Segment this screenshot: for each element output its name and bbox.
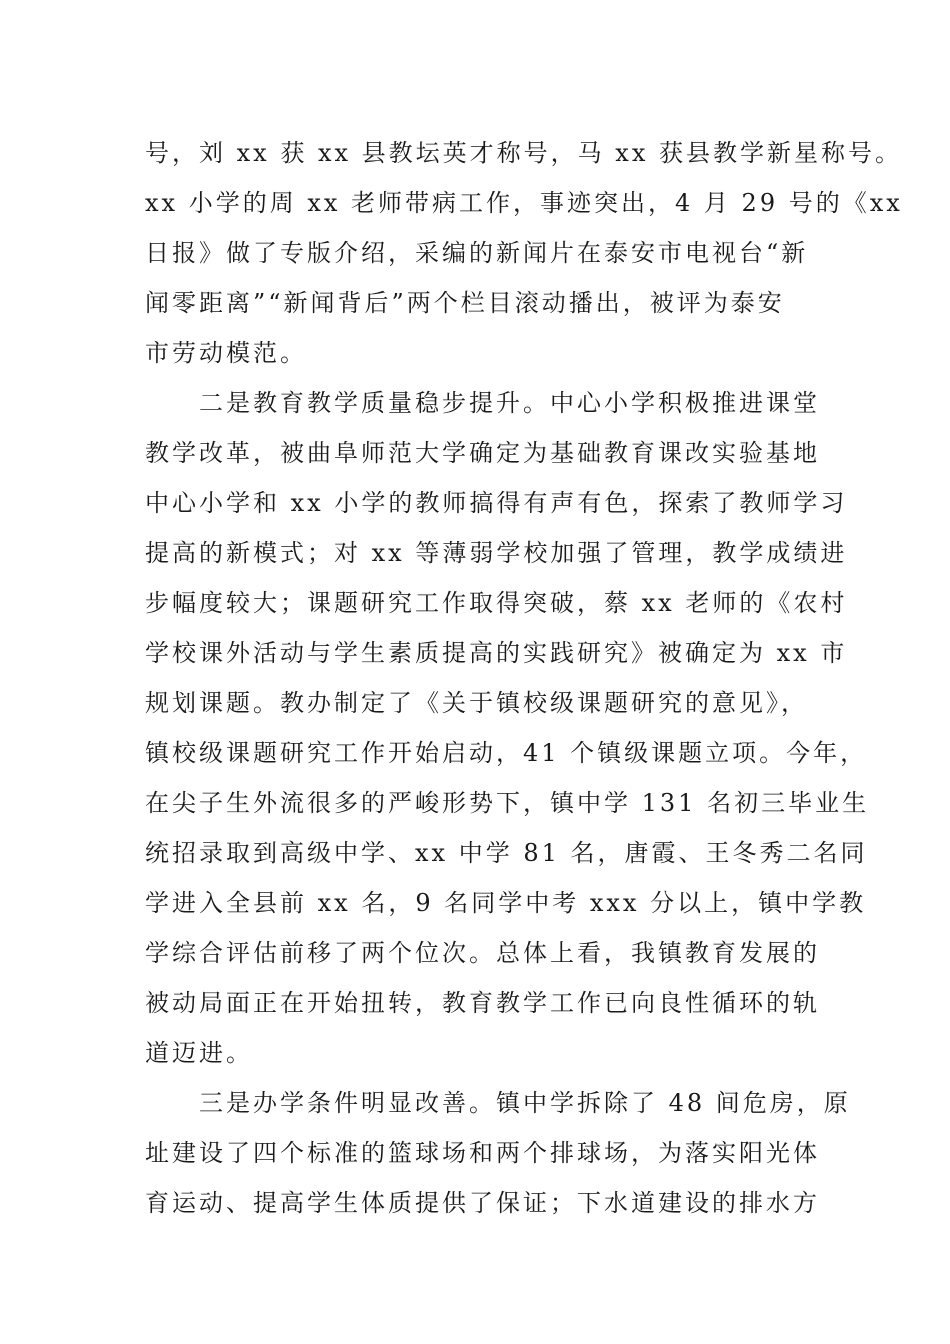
text-line: 址建设了四个标准的篮球场和两个排球场，为落实阳光体 bbox=[145, 1139, 820, 1167]
body-text bbox=[145, 128, 903, 1228]
text-line: 被动局面正在开始扭转，教育教学工作已向良性循环的轨 bbox=[145, 989, 820, 1017]
text-line: 道迈进。 bbox=[145, 1039, 253, 1067]
text-line: xx 小学的周 xx 老师带病工作，事迹突出，4 月 29 号的《xx bbox=[145, 189, 903, 217]
text-line: 镇校级课题研究工作开始启动，41 个镇级课题立项。今年， bbox=[145, 739, 868, 767]
text-line: 日报》做了专版介绍，采编的新闻片在泰安市电视台“新 bbox=[145, 239, 809, 267]
text-line: 提高的新模式；对 xx 等薄弱学校加强了管理，教学成绩进 bbox=[145, 539, 848, 567]
text-line: 统招录取到高级中学、xx 中学 81 名，唐霞、王冬秀二名同 bbox=[145, 839, 868, 867]
text-line: 学进入全县前 xx 名，9 名同学中考 xxx 分以上，镇中学教 bbox=[145, 889, 867, 917]
text-line: 教学改革，被曲阜师范大学确定为基础教育课改实验基地 bbox=[145, 439, 820, 467]
text-line: 学校课外活动与学生素质提高的实践研究》被确定为 xx 市 bbox=[145, 639, 848, 667]
paragraph-start-line: 二是教育教学质量稳步提升。中心小学积极推进课堂 bbox=[145, 389, 820, 417]
text-line: 中心小学和 xx 小学的教师搞得有声有色，探索了教师学习 bbox=[145, 489, 848, 517]
text-line: 市劳动模范。 bbox=[145, 339, 307, 367]
text-line: 规划课题。教办制定了《关于镇校级课题研究的意见》， bbox=[145, 689, 808, 717]
text-line: 学综合评估前移了两个位次。总体上看，我镇教育发展的 bbox=[145, 939, 820, 967]
paragraph-start-line: 三是办学条件明显改善。镇中学拆除了 48 间危房，原 bbox=[145, 1089, 851, 1117]
text-line: 在尖子生外流很多的严峻形势下，镇中学 131 名初三毕业生 bbox=[145, 789, 870, 817]
text-line: 号，刘 xx 获 xx 县教坛英才称号，马 xx 获县教学新星称号。 bbox=[145, 139, 902, 167]
text-line: 闻零距离”“新闻背后”两个栏目滚动播出，被评为泰安 bbox=[145, 289, 785, 317]
text-line: 步幅度较大；课题研究工作取得突破，蔡 xx 老师的《农村 bbox=[145, 589, 848, 617]
text-line: 育运动、提高学生体质提供了保证；下水道建设的排水方 bbox=[145, 1189, 820, 1217]
